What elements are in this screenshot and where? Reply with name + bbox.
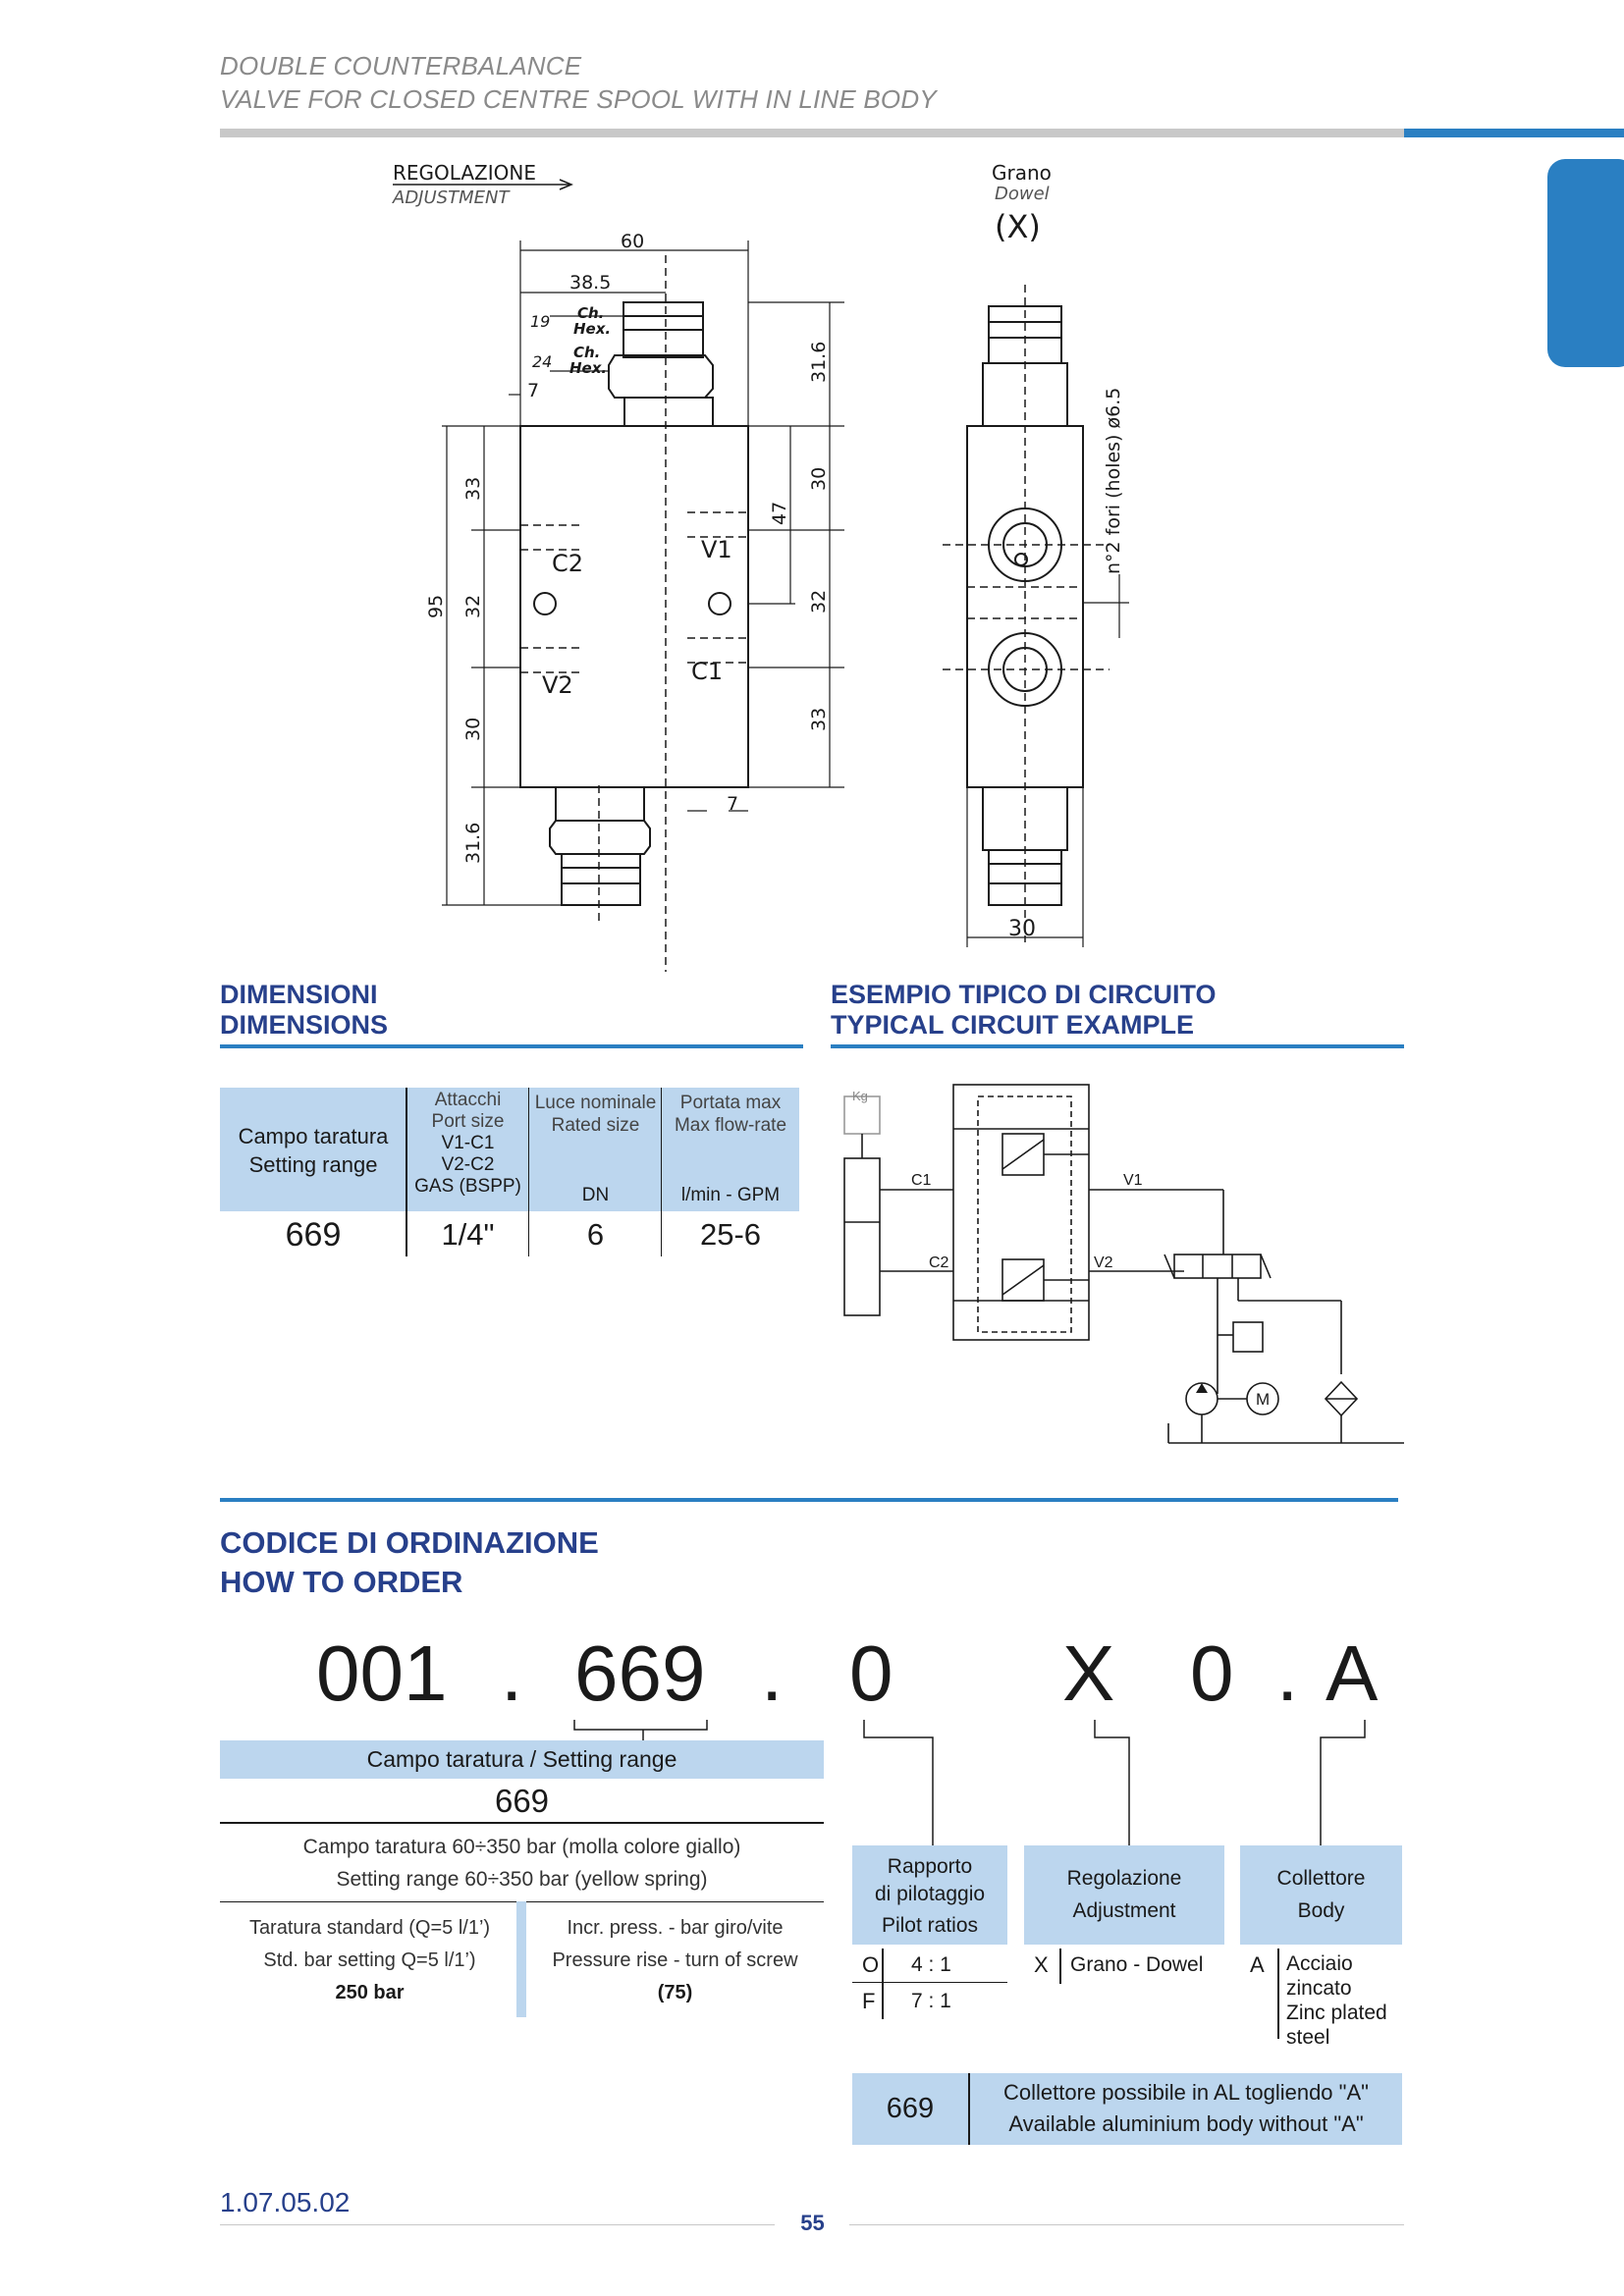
port-v2: V2 [542,671,573,699]
note-text-it: Collettore possibile in AL togliendo "A" [1003,2080,1369,2105]
adjustment-header-it: Regolazione [1066,1867,1182,1890]
dimensions-rule [220,1044,803,1048]
header-flow-unit: l/min - GPM [680,1185,781,1205]
port-c1: C1 [691,658,724,685]
header-flow-rate [662,1092,799,1137]
header-rule [220,129,1404,137]
order-rule [220,1498,1398,1502]
range-separator [516,1901,526,2017]
range-description [220,1831,824,1896]
header-rated-size [529,1092,662,1137]
note-text-en: Available aluminium body without "A" [1008,2111,1364,2136]
dim-ch-2: Ch. [573,344,601,361]
header-setting-range-it: Campo taratura [238,1124,389,1148]
dim-19: 19 [530,312,551,331]
dim-31-6-bottom: 31.6 [462,822,484,864]
pilot-value-4-1: 4 : 1 [911,1953,951,1976]
body-value-1: Acciaio [1286,1952,1353,1975]
holes-note: n°2 fori (holes) ø6.5 [1103,387,1124,574]
circuit-v1-label: V1 [1123,1172,1143,1189]
header-port-5: GAS (BSPP) [414,1176,521,1197]
dim-24: 24 [532,352,553,371]
row-port-size: 1/4" [441,1217,495,1252]
circuit-c1-label: C1 [911,1172,932,1189]
valve-technical-drawing [0,147,1218,982]
port-c2: C2 [552,550,584,577]
code-setting-range: 669 [574,1629,706,1717]
doc-code: 1.07.05.02 [220,2187,351,2217]
dim-7-top: 7 [527,380,540,401]
dim-38-5: 38.5 [569,272,612,294]
row-flow-rate: 25-6 [699,1217,762,1252]
header-bore-2: Rated size [551,1115,640,1136]
circuit-motor-label: M [1256,1390,1271,1409]
header-line-1: DOUBLE COUNTERBALANCE [220,51,582,80]
circuit-title-en: TYPICAL CIRCUIT EXAMPLE [831,1010,1195,1040]
adjustment-code: X [1034,1952,1049,1977]
dowel-label-en: Dowel [995,184,1050,204]
page-number: 55 [800,2211,825,2235]
dim-31-6-top: 31.6 [808,341,830,383]
code-dot-1: . [501,1629,523,1717]
header-flow-1: Portata max [679,1093,782,1113]
dim-30-left: 30 [462,717,484,741]
dim-7-bottom: 7 [727,793,739,815]
order-title-en: HOW TO ORDER [220,1565,463,1599]
adjustment-value: Grano - Dowel [1070,1953,1204,1976]
header-port-3: V1-C1 [441,1133,495,1153]
pilot-header [852,1845,1007,1945]
header-line-2: VALVE FOR CLOSED CENTRE SPOOL WITH IN LINE BODY [220,84,937,114]
dim-32-left: 32 [462,594,484,618]
dimensions-table [220,1088,799,1256]
code-body: A [1326,1629,1379,1717]
range-value: 669 [494,1783,550,1819]
row-setting-range: 669 [285,1216,342,1254]
body-divider [1277,1949,1279,2039]
dim-30-right: 30 [808,466,830,491]
header-flow-2: Max flow-rate [674,1115,787,1136]
row-rated-size: 6 [586,1217,605,1252]
pilot-divider [852,1982,1007,1983]
header-port-1: Attacchi [434,1090,502,1110]
adjustment-label-en: ADJUSTMENT [393,187,510,208]
dim-30-side: 30 [1008,917,1036,941]
dowel-label-it: Grano [992,161,1052,185]
adjustment-header [1024,1845,1224,1945]
code-prefix: 001 [316,1629,448,1717]
footer-rule [849,2224,1404,2225]
dimensions-title [220,980,388,1041]
dim-hex-1: Hex. [573,320,612,338]
circuit-c2-label: C2 [929,1255,949,1271]
body-value-4: steel [1286,2026,1330,2049]
port-v1: V1 [701,536,732,563]
header-setting-range [220,1122,406,1179]
circuit-v2-label: V2 [1094,1255,1113,1271]
pilot-value-7-1: 7 : 1 [911,1990,951,2012]
code-dot-2: . [761,1629,784,1717]
pilot-header-2: di pilotaggio [874,1883,986,1905]
circuit-kg-label: Kg [852,1089,868,1103]
pilot-divider [882,1949,884,2019]
dimensions-title-en: DIMENSIONS [220,1010,389,1040]
std-setting-it: Taratura standard (Q=5 l/1’) [248,1917,491,1939]
code-adjustment: X [1062,1629,1115,1717]
footer-rule [220,2224,775,2225]
header-rule-accent [1404,129,1624,137]
dim-hex-2: Hex. [569,359,608,377]
range-header: Campo taratura / Setting range [220,1740,824,1779]
std-setting [220,1912,519,2009]
note-code: 669 [886,2093,935,2124]
pressure-rise-value: (75) [657,1982,693,2003]
dowel-code: (X) [995,208,1041,245]
pilot-header-1: Rapporto [887,1855,973,1878]
section-tab [1547,159,1624,367]
pilot-code-f: F [862,1989,876,2013]
pressure-rise-it: Incr. press. - bar giro/vite [567,1917,784,1939]
pilot-row-f [862,1985,875,2018]
dim-47: 47 [769,501,790,525]
adjustment-divider [1059,1949,1061,1984]
pressure-rise [526,1912,824,2009]
body-header [1240,1845,1402,1945]
circuit-title [831,980,1217,1041]
code-zero: 0 [1190,1629,1234,1717]
header-bore-1: Luce nominale [534,1093,657,1113]
code-pilot-ratio: 0 [849,1629,893,1717]
order-title-it: CODICE DI ORDINAZIONE [220,1525,599,1560]
dim-32-right: 32 [808,589,830,614]
body-value-2: zincato [1286,1977,1352,2000]
dim-60: 60 [621,231,645,252]
aluminium-note [852,2073,1402,2145]
dim-95: 95 [425,594,447,618]
dim-33-right: 33 [808,707,830,731]
note-text [970,2077,1402,2140]
header-setting-range-en: Setting range [248,1152,378,1177]
body-value-3: Zinc plated [1286,2002,1387,2024]
code-dot-3: . [1276,1629,1299,1717]
range-desc-it: Campo taratura 60÷350 bar (molla colore giallo) [302,1836,741,1858]
page-header [220,49,937,116]
dimensions-title-it: DIMENSIONI [220,980,378,1009]
header-port-2: Port size [431,1111,505,1132]
range-desc-en: Setting range 60÷350 bar (yellow spring) [336,1868,708,1891]
header-port-size [406,1090,529,1198]
pilot-row-o [862,1949,879,1982]
body-code: A [1250,1952,1265,1977]
pilot-header-3: Pilot ratios [881,1914,979,1937]
circuit-diagram [831,1075,1410,1458]
adjustment-label-it: REGOLAZIONE [393,161,536,185]
pilot-code-o: O [862,1952,880,1977]
body-header-it: Collettore [1276,1867,1366,1890]
order-title [220,1523,599,1602]
dim-33-left: 33 [462,476,484,501]
adjustment-header-en: Adjustment [1072,1899,1176,1922]
header-port-4: V2-C2 [441,1154,495,1175]
circuit-rule [831,1044,1404,1048]
pressure-rise-en: Pressure rise - turn of screw [552,1949,798,1971]
header-bore-dn: DN [581,1185,610,1205]
dim-ch-1: Ch. [577,304,605,322]
range-divider [220,1822,824,1824]
body-header-en: Body [1297,1899,1345,1922]
body-value [1286,1951,1387,2050]
circuit-title-it: ESEMPIO TIPICO DI CIRCUITO [831,980,1217,1009]
std-setting-value: 250 bar [335,1982,405,2003]
std-setting-en: Std. bar setting Q=5 l/1’) [263,1949,476,1971]
